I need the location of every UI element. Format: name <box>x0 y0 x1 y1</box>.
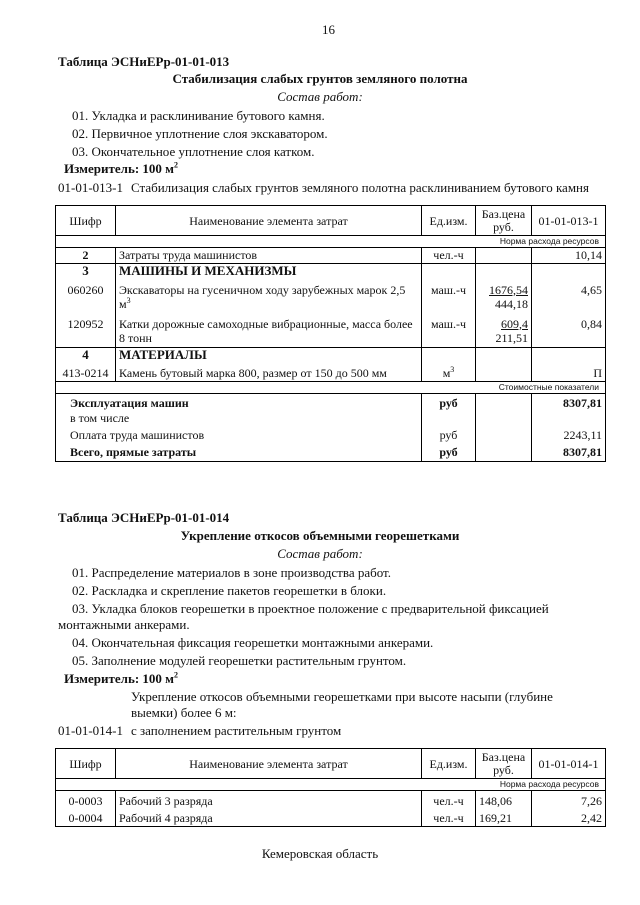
item-code: 01-01-014-1 <box>58 723 123 738</box>
page-number: 16 <box>322 22 335 37</box>
cost-row: Эксплуатация машин руб 8307,81 <box>56 394 606 411</box>
section-heading-014: Укрепление откосов объемными георешетками <box>180 528 460 543</box>
work-item: 03. Окончательное уплотнение слоя катком. <box>72 144 315 159</box>
col-header-name: Наименование элемента затрат <box>116 749 422 779</box>
col-header-unit: Ед.изм. <box>422 749 476 779</box>
item-name: Стабилизация слабых грунтов земляного полотна расклиниванием бутового камня <box>131 180 589 195</box>
norm-label: Норма расхода ресурсов <box>56 779 606 791</box>
item-code: 01-01-013-1 <box>58 180 123 195</box>
col-header-code: Шифр <box>56 206 116 236</box>
work-item: 02. Первичное уплотнение слоя экскаватором. <box>72 126 328 141</box>
resource-table-014 <box>55 748 606 827</box>
col-header-code: Шифр <box>56 749 116 779</box>
work-item: 04. Окончательная фиксация георешетки монтажными анкерами. <box>72 635 434 650</box>
section-heading-013: Стабилизация слабых грунтов земляного полотна <box>172 71 468 86</box>
table-title-014: Таблица ЭСНиЕРр-01-01-014 <box>58 510 230 525</box>
table-row: 3 МАШИНЫ И МЕХАНИЗМЫ <box>56 264 606 280</box>
col-header-norm: 01-01-013-1 <box>532 206 606 236</box>
col-header-name: Наименование элемента затрат <box>116 206 422 236</box>
measure-unit: Измеритель: 100 $м^2$ <box>64 160 179 176</box>
work-item: 01. Укладка и расклинивание бутового камня. <box>72 108 325 123</box>
col-header-norm: 01-01-014-1 <box>532 749 606 779</box>
cost-label: Стоимостные показатели <box>56 382 606 394</box>
cost-row: Всего, прямые затраты руб 8307,81 <box>56 445 606 462</box>
measure-unit: Измеритель: 100 $м^2$ <box>64 670 179 686</box>
item-name: с заполнением растительным грунтом <box>131 723 342 738</box>
page-footer: Кемеровская область <box>261 846 379 861</box>
work-composition-label: Состав работ: <box>277 89 363 104</box>
table-row: 060260 Экскаваторы на гусеничном ходу зарубежных марок 2,5 $м^3$ маш.-ч 1676,54 444,18 4,65 <box>56 280 606 314</box>
work-item: 03. Укладка блоков георешетки в проектное положение с предварительной фиксацией <box>72 601 549 616</box>
work-item: монтажными анкерами. <box>58 617 190 632</box>
table-row: 413-0214 Камень бутовый марка 800, размер от 150 до 500 мм $м^3$ П <box>56 364 606 382</box>
resource-table-013 <box>55 205 606 462</box>
group-description: Укрепление откосов объемными георешетками при высоте насыпи (глубине <box>131 689 553 704</box>
table-row: 0-0003 Рабочий 3 разряда чел.-ч 148,06 7,26 <box>56 791 606 809</box>
table-row: 120952 Катки дорожные самоходные вибрационные, масса более 8 тонн маш.-ч 609,4 211,51 0,84 <box>56 314 606 348</box>
col-header-price: Баз.цена руб. <box>476 206 532 236</box>
table-row: 4 МАТЕРИАЛЫ <box>56 348 606 364</box>
table-row: 2 Затраты труда машинистов чел.-ч 10,14 <box>56 248 606 264</box>
work-item: 02. Раскладка и скрепление пакетов георешетки в блоки. <box>72 583 387 598</box>
col-header-unit: Ед.изм. <box>422 206 476 236</box>
work-composition-label: Состав работ: <box>277 546 363 561</box>
col-header-price: Баз.цена руб. <box>476 749 532 779</box>
work-item: 05. Заполнение модулей георешетки растительным грунтом. <box>72 653 407 668</box>
norm-label: Норма расхода ресурсов <box>56 236 606 248</box>
work-item: 01. Распределение материалов в зоне производства работ. <box>72 565 392 580</box>
group-description: выемки) более 6 м: <box>131 705 237 720</box>
cost-row: в том числе <box>56 411 606 428</box>
table-title-013: Таблица ЭСНиЕРр-01-01-013 <box>58 54 230 69</box>
table-row: 0-0004 Рабочий 4 разряда чел.-ч 169,21 2,42 <box>56 809 606 827</box>
cost-row: Оплата труда машинистов руб 2243,11 <box>56 428 606 445</box>
